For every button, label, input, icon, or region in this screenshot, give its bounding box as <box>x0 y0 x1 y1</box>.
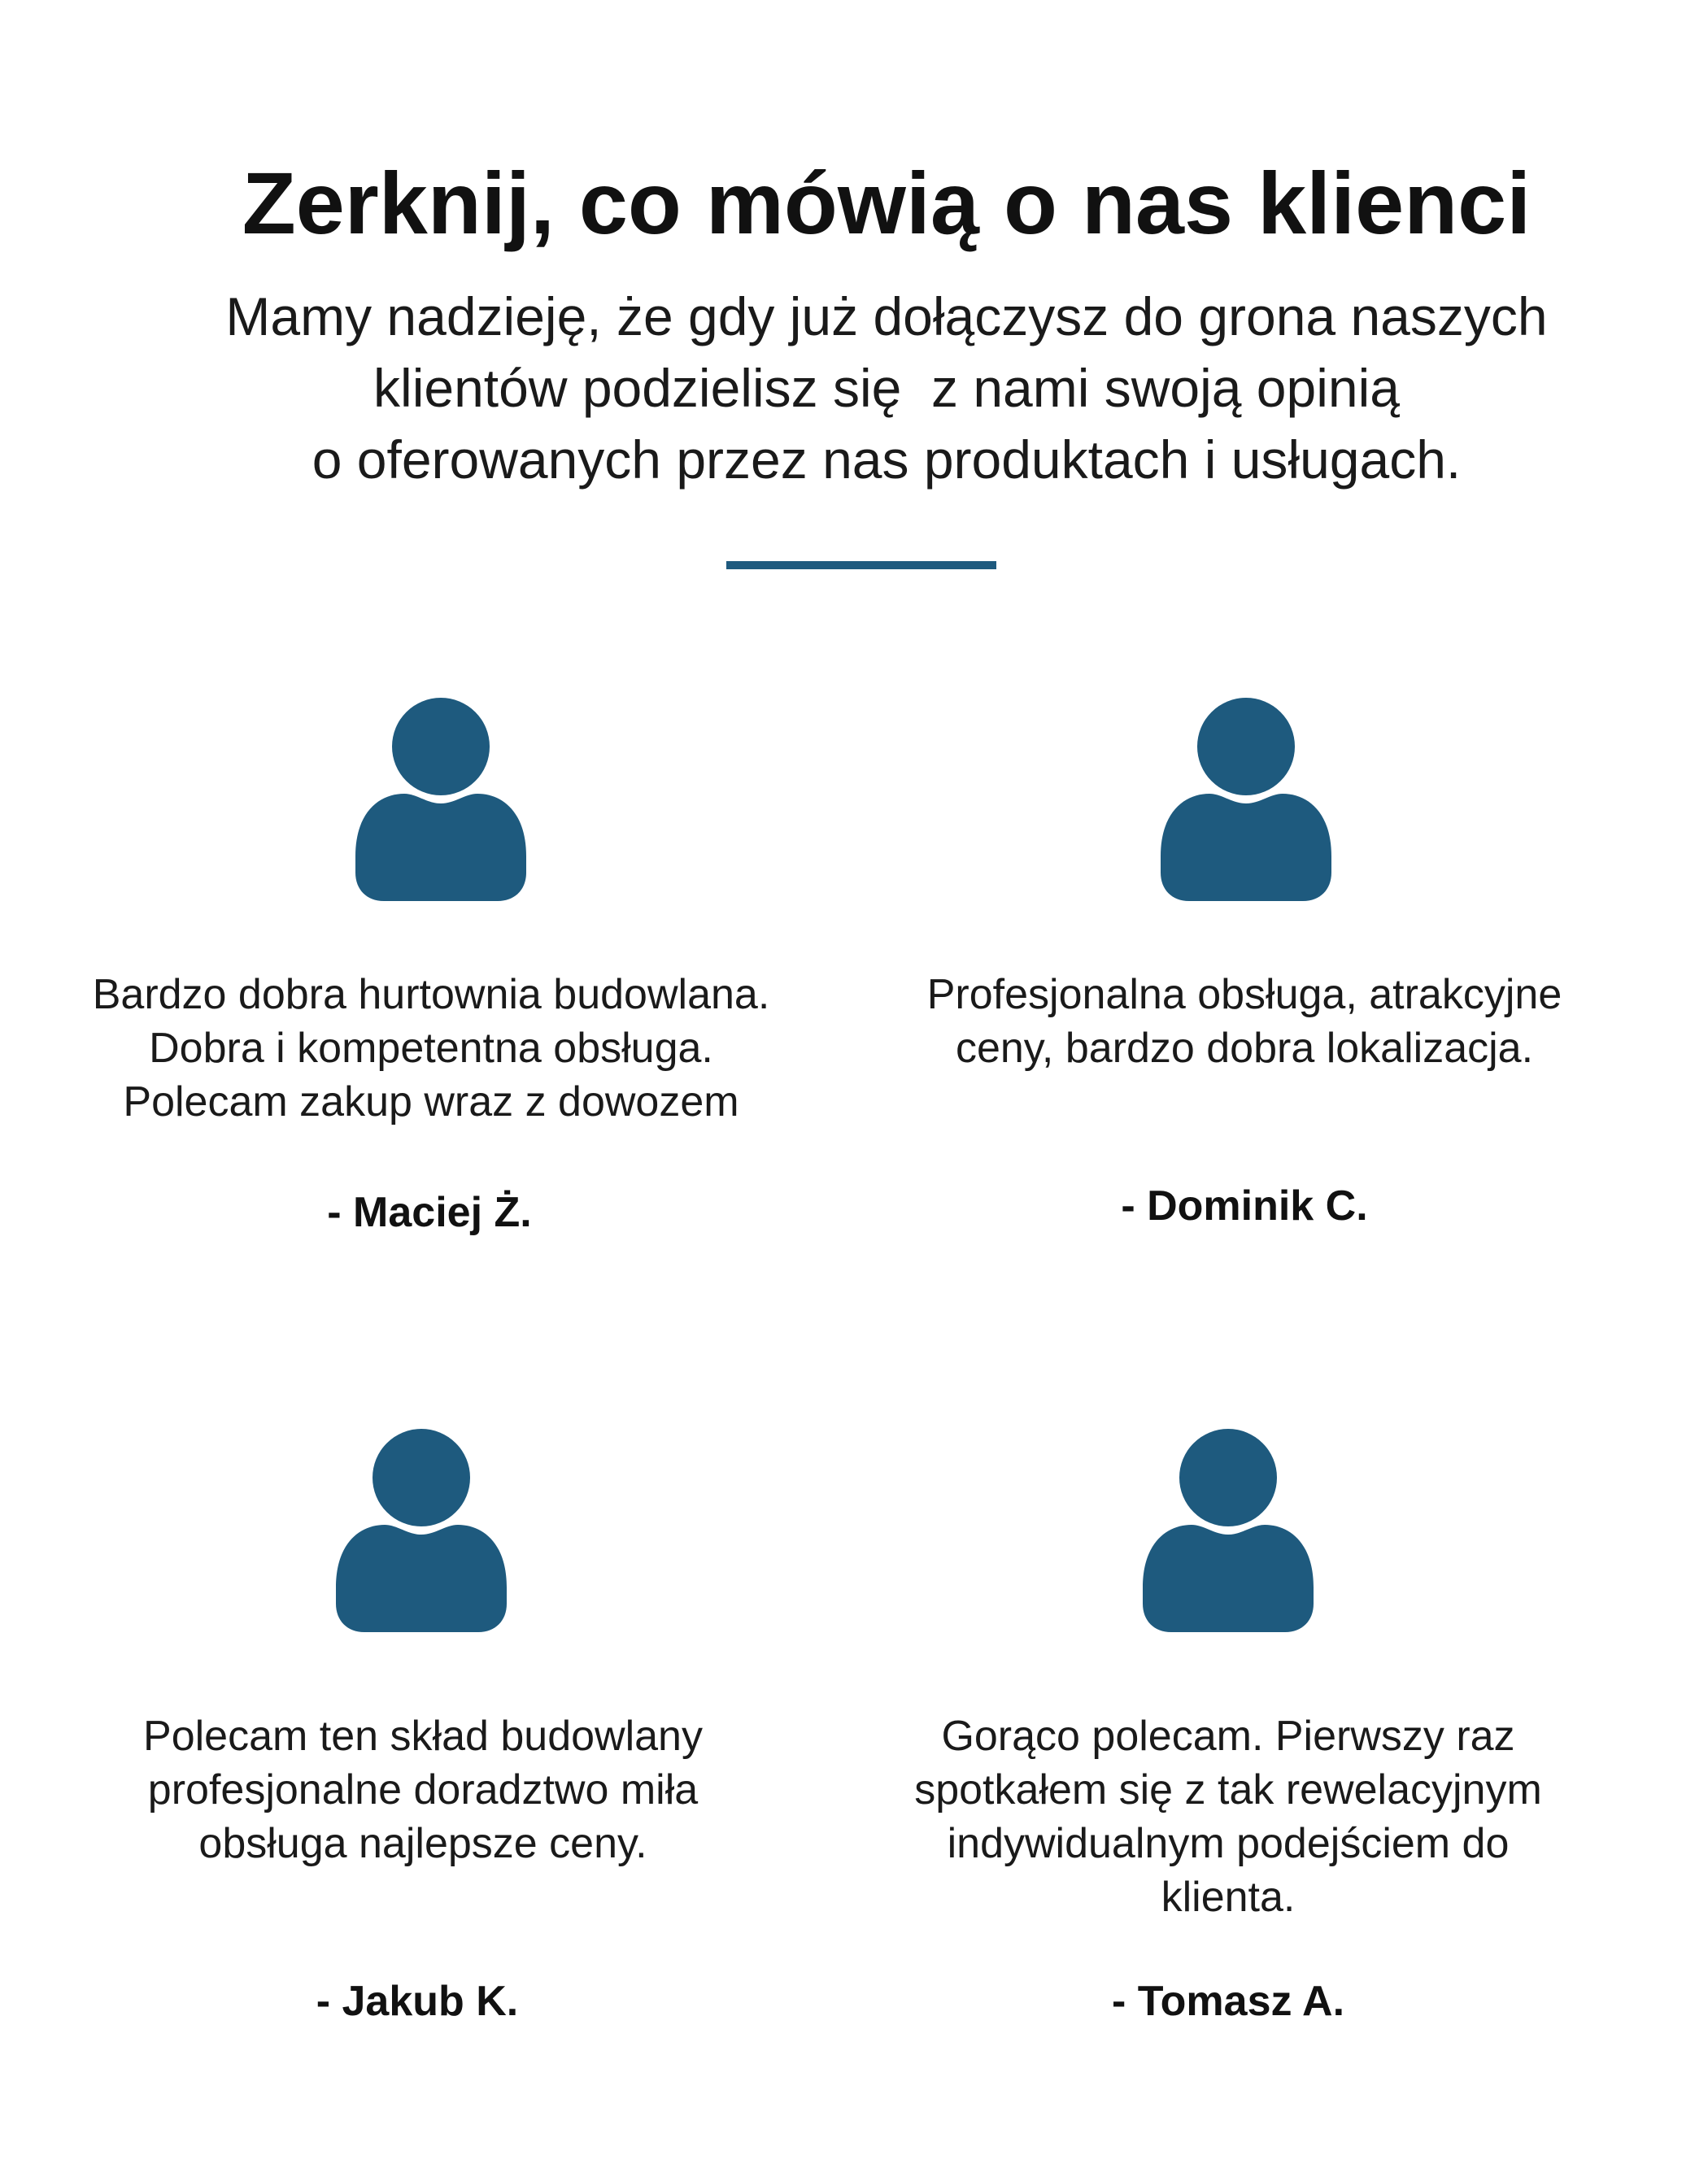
user-icon <box>336 1429 507 1632</box>
testimonial-author: - Dominik C. <box>1121 1182 1368 1230</box>
testimonial-line: Polecam zakup wraz z dowozem <box>123 1078 739 1126</box>
testimonial-author: - Tomasz A. <box>1111 1978 1345 2025</box>
testimonial-line: Gorąco polecam. Pierwszy raz <box>941 1713 1515 1760</box>
testimonial-author: - Maciej Ż. <box>327 1189 532 1236</box>
title-divider <box>726 561 996 569</box>
testimonial-line: spotkałem się z tak rewelacyjnym <box>914 1766 1542 1813</box>
testimonial-line: Profesjonalna obsługa, atrakcyjne <box>926 971 1562 1018</box>
subtitle-line: Mamy nadzieję, że gdy już dołączysz do grona naszych <box>225 286 1548 346</box>
testimonial-line: obsługa najlepsze ceny. <box>198 1820 647 1867</box>
subtitle-line: o oferowanych przez nas produktach i usługach. <box>312 429 1462 490</box>
testimonial-text <box>33 968 830 1129</box>
testimonial-line: klienta. <box>1161 1874 1296 1921</box>
testimonial-line: Bardzo dobra hurtownia budowlana. <box>92 971 770 1018</box>
subtitle-line: klientów podzielisz się z nami swoją opinią <box>373 358 1400 418</box>
testimonial-text <box>24 1709 821 1870</box>
testimonial-line: Polecam ten skład budowlany <box>143 1713 703 1760</box>
page-title: Zerknij, co mówią o nas klienci <box>242 154 1532 252</box>
user-icon <box>1143 1429 1314 1632</box>
testimonial-line: indywidualnym podejściem do <box>947 1820 1510 1867</box>
user-icon <box>1161 698 1331 901</box>
testimonial-author: - Jakub K. <box>316 1978 519 2025</box>
testimonial-line: ceny, bardzo dobra lokalizacja. <box>955 1025 1534 1072</box>
page-subtitle <box>0 281 1708 495</box>
testimonial-text <box>846 968 1643 1075</box>
user-icon <box>355 698 526 901</box>
testimonial-text <box>830 1709 1627 1924</box>
testimonial-line: Dobra i kompetentna obsługa. <box>149 1025 713 1072</box>
testimonial-line: profesjonalne doradztwo miła <box>147 1766 699 1813</box>
